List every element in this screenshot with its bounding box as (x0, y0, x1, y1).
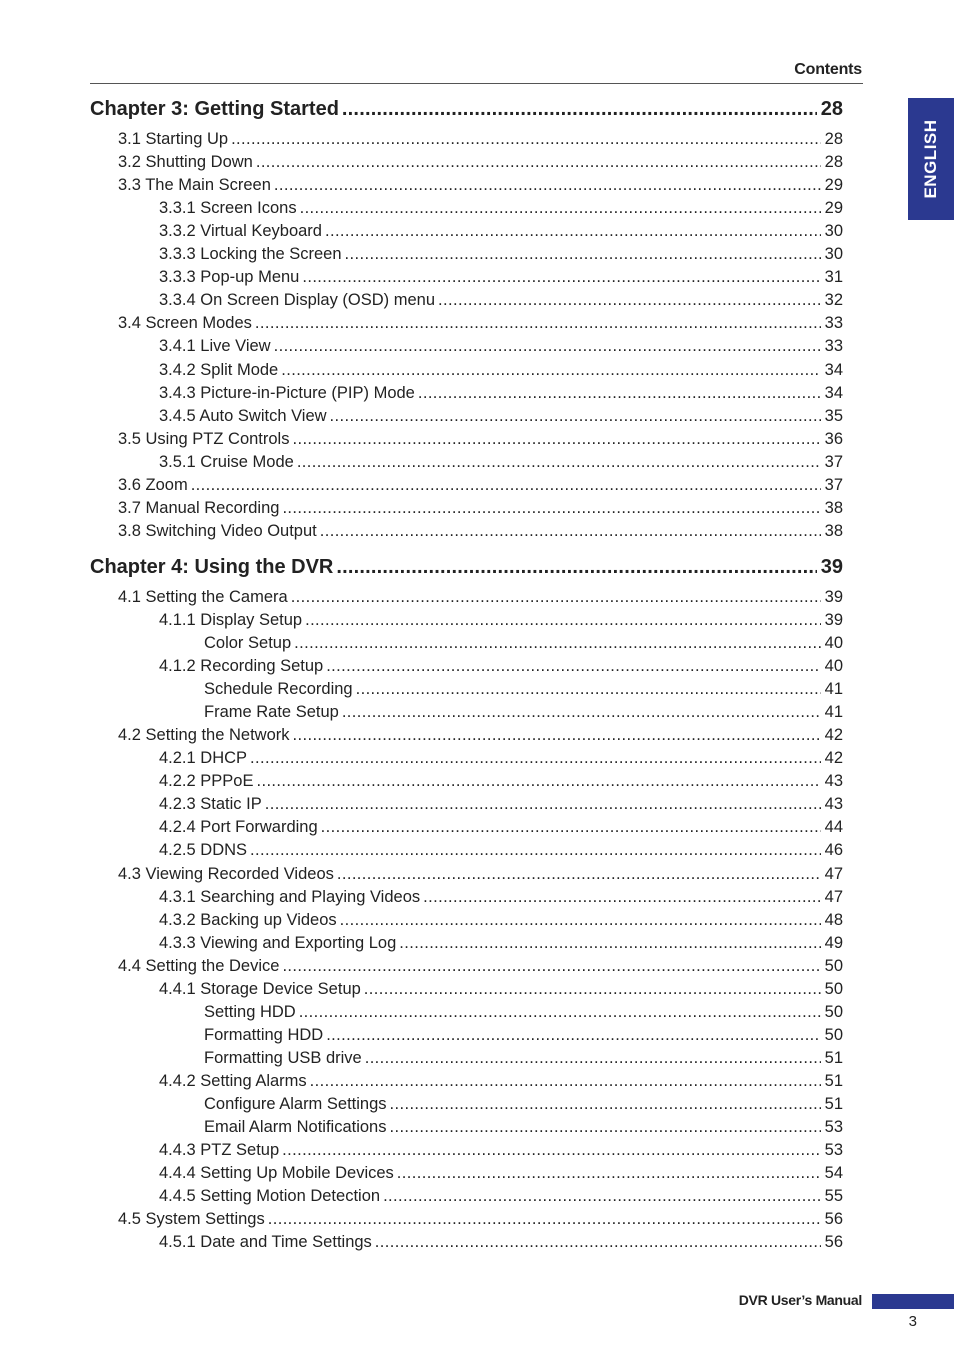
toc-entry-page: 55 (824, 1187, 843, 1206)
toc-entry[interactable] (118, 724, 843, 747)
toc-entry[interactable] (204, 678, 843, 701)
toc-entry-page: 51 (824, 1048, 843, 1067)
dot-leader (282, 1139, 820, 1162)
dot-leader (265, 793, 821, 816)
toc-entry[interactable] (118, 312, 843, 335)
toc-entry[interactable] (159, 266, 843, 289)
toc-entry-title: 3.4.5 Auto Switch View (159, 406, 327, 425)
toc-entry[interactable] (118, 520, 843, 543)
toc-entry-title: Configure Alarm Settings (204, 1095, 387, 1113)
toc-entry-page: 37 (824, 452, 843, 471)
toc-entry[interactable] (159, 932, 843, 955)
toc-entry[interactable] (204, 1047, 843, 1070)
dot-leader (336, 553, 816, 581)
dot-leader (292, 428, 820, 451)
toc-entry-title: 4.2.1 DHCP (159, 749, 248, 768)
dot-leader (305, 609, 821, 632)
toc-entry-title: 3.3.1 Screen Icons (159, 199, 297, 218)
toc-entry-page: 40 (824, 634, 843, 652)
toc-entry-title: 3.3.3 Locking the Screen (159, 245, 342, 264)
toc-entry-title: 3.3 The Main Screen (118, 176, 271, 195)
toc-entry-page: 49 (824, 933, 843, 952)
dot-leader (438, 289, 821, 312)
toc-entry[interactable] (204, 1116, 843, 1139)
toc-entry[interactable] (204, 1024, 843, 1047)
toc-entry-page: 46 (824, 841, 843, 860)
dot-leader (291, 586, 821, 609)
toc-entry-title: Frame Rate Setup (204, 703, 339, 722)
toc-entry-page: 37 (824, 475, 843, 494)
toc-entry-title: 3.3.3 Pop-up Menu (159, 268, 300, 287)
toc-entry-title: 4.1 Setting the Camera (118, 587, 288, 606)
toc-entry-page: 34 (824, 383, 843, 402)
toc-entry[interactable] (159, 747, 843, 770)
dot-leader (340, 909, 821, 932)
toc-entry-page: 44 (824, 818, 843, 837)
dot-leader (302, 266, 820, 289)
toc-entry-title: 4.4 Setting the Device (118, 956, 280, 975)
toc-entry-title: Setting HDD (204, 1002, 296, 1021)
toc-entry[interactable] (118, 428, 843, 451)
dot-leader (390, 1093, 821, 1116)
toc-entry-page: 28 (824, 153, 843, 172)
toc-entry-title: 4.2.2 PPPoE (159, 772, 254, 791)
dot-leader (364, 978, 821, 1001)
toc-entry-title: Formatting USB drive (204, 1048, 362, 1067)
toc-entry[interactable] (159, 886, 843, 909)
dot-leader (337, 863, 821, 886)
toc-entry-page: 28 (824, 130, 843, 148)
dot-leader (256, 770, 820, 793)
toc-entry-page: 39 (824, 587, 843, 606)
toc-entry[interactable] (159, 220, 843, 243)
toc-entry[interactable] (159, 359, 843, 382)
toc-entry-page: 30 (824, 245, 843, 264)
toc-entry-title: 3.4.1 Live View (159, 337, 271, 356)
dot-leader (274, 174, 821, 197)
toc-entry[interactable] (118, 1208, 843, 1231)
toc-entry-title: 3.8 Switching Video Output (118, 521, 317, 540)
toc-entry[interactable] (204, 1001, 843, 1024)
toc-entry-title: 4.4.1 Storage Device Setup (159, 979, 361, 998)
toc-entry-page: 50 (824, 956, 843, 975)
dot-leader (282, 497, 820, 520)
dot-leader (297, 451, 821, 474)
toc-entry[interactable] (159, 793, 843, 816)
toc-entry-title: 3.7 Manual Recording (118, 498, 280, 517)
toc-entry-page: 39 (824, 610, 843, 629)
page-number: 3 (908, 1313, 917, 1330)
toc-entry-title: 4.3.1 Searching and Playing Videos (159, 887, 421, 906)
toc-chapter-heading[interactable] (90, 553, 843, 581)
toc-entry-title: 4.3.3 Viewing and Exporting Log (159, 933, 397, 952)
toc-entry-title: 3.3.2 Virtual Keyboard (159, 222, 322, 241)
toc-entry-title: 4.5.1 Date and Time Settings (159, 1233, 372, 1252)
toc-entry-page: 42 (824, 749, 843, 768)
toc-entry[interactable] (159, 839, 843, 862)
toc-entry[interactable] (118, 174, 843, 197)
toc-entry-title: 4.3 Viewing Recorded Videos (118, 864, 334, 883)
toc-entry-title: Chapter 3: Getting Started (90, 98, 339, 120)
toc-entry-page: 41 (824, 680, 843, 699)
dot-leader (310, 1070, 821, 1093)
toc-entry-page: 43 (824, 772, 843, 791)
toc-entry-page: 40 (824, 657, 843, 676)
dot-leader (326, 655, 820, 678)
toc-entry[interactable] (159, 609, 843, 632)
dot-leader (255, 312, 821, 335)
dot-leader (342, 95, 817, 123)
toc-entry-page: 51 (824, 1071, 843, 1090)
dot-leader (268, 1208, 821, 1231)
toc-entry-page: 41 (824, 703, 843, 722)
toc-entry-title: 4.1.1 Display Setup (159, 610, 303, 629)
dot-leader (397, 1162, 821, 1185)
toc-entry[interactable] (159, 405, 843, 428)
toc-entry-page: 50 (824, 1002, 843, 1021)
toc-entry-page: 34 (824, 360, 843, 379)
dot-leader (423, 886, 821, 909)
dot-leader (320, 520, 821, 543)
dot-leader (375, 1231, 821, 1254)
dot-leader (256, 151, 821, 174)
toc-entry[interactable] (159, 655, 843, 678)
dot-leader (345, 243, 821, 266)
dot-leader (281, 359, 820, 382)
toc-entry[interactable] (204, 632, 843, 655)
toc-entry-title: 4.4.3 PTZ Setup (159, 1141, 280, 1160)
toc-entry[interactable] (159, 816, 843, 839)
toc-entry-title: 4.3.2 Backing up Videos (159, 910, 337, 929)
dot-leader (389, 1116, 820, 1139)
toc-entry-page: 39 (820, 555, 843, 578)
dot-leader (191, 474, 821, 497)
dot-leader (282, 955, 820, 978)
dot-leader (399, 932, 820, 955)
toc-entry-page: 32 (824, 291, 843, 310)
dot-leader (326, 1024, 820, 1047)
toc-entry-page: 33 (824, 314, 843, 333)
toc-entry-page: 53 (824, 1141, 843, 1160)
toc-entry-title: Chapter 4: Using the DVR (90, 555, 334, 578)
toc-entry[interactable] (118, 151, 843, 174)
dot-leader (418, 382, 821, 405)
toc-entry-page: 33 (824, 337, 843, 356)
toc-entry-page: 48 (824, 910, 843, 929)
toc-entry[interactable] (204, 701, 843, 724)
toc-entry-title: 4.4.2 Setting Alarms (159, 1071, 307, 1090)
footer-manual-title: DVR User’s Manual (738, 1292, 862, 1308)
toc-entry-page: 35 (824, 406, 843, 425)
toc-entry[interactable] (159, 978, 843, 1001)
toc-entry-title: 4.4.5 Setting Motion Detection (159, 1187, 381, 1206)
dot-leader (299, 1001, 821, 1024)
toc-entry-page: 29 (824, 199, 843, 218)
page-header-title: Contents (794, 61, 862, 78)
toc-entry[interactable] (159, 1139, 843, 1162)
toc-entry[interactable] (159, 1162, 843, 1185)
toc-entry-page: 30 (824, 222, 843, 241)
toc-entry[interactable] (159, 382, 843, 405)
toc-entry[interactable] (159, 909, 843, 932)
toc-entry[interactable] (159, 1185, 843, 1208)
toc-entry-page: 53 (824, 1118, 843, 1137)
toc-entry[interactable] (204, 1093, 843, 1116)
toc-entry[interactable] (159, 1231, 843, 1254)
dot-leader (321, 816, 821, 839)
footer-accent-bar (872, 1294, 954, 1309)
dot-leader (250, 839, 821, 862)
dot-leader (365, 1047, 821, 1070)
dot-leader (383, 1185, 821, 1208)
dot-leader (356, 678, 821, 701)
toc-entry-page: 38 (824, 498, 843, 517)
toc-entry[interactable] (159, 197, 843, 220)
toc-entry-title: 3.4.2 Split Mode (159, 360, 279, 379)
toc-entry[interactable] (118, 955, 843, 978)
toc-entry-page: 50 (824, 1025, 843, 1044)
toc-entry-title: Email Alarm Notifications (204, 1118, 387, 1137)
toc-entry-title: 3.5 Using PTZ Controls (118, 429, 290, 448)
toc-entry[interactable] (118, 474, 843, 497)
toc-entry-title: 3.5.1 Cruise Mode (159, 452, 294, 471)
toc-entry-title: Formatting HDD (204, 1025, 324, 1044)
toc-entry-title: 3.3.4 On Screen Display (OSD) menu (159, 291, 436, 310)
toc-entry[interactable] (118, 863, 843, 886)
toc-entry-page: 42 (824, 726, 843, 745)
toc-entry-page: 36 (824, 429, 843, 448)
toc-entry[interactable] (159, 770, 843, 793)
dot-leader (342, 701, 821, 724)
toc-entry-title: 4.4.4 Setting Up Mobile Devices (159, 1164, 394, 1183)
dot-leader (325, 220, 821, 243)
language-tab-label: ENGLISH (921, 119, 940, 199)
toc-entry-title: 4.5 System Settings (118, 1210, 265, 1229)
dot-leader (274, 335, 821, 358)
toc-entry-page: 51 (824, 1095, 843, 1113)
toc-entry-page: 47 (824, 864, 843, 883)
toc-entry[interactable] (118, 128, 843, 151)
toc-entry-page: 50 (824, 979, 843, 998)
toc-entry-title: 3.6 Zoom (118, 475, 188, 494)
toc-entry-title: 4.2.4 Port Forwarding (159, 818, 318, 837)
toc-entry-title: 3.4 Screen Modes (118, 314, 252, 333)
toc-entry-page: 29 (824, 176, 843, 195)
toc-chapter-heading[interactable] (90, 95, 843, 123)
toc-entry[interactable] (118, 586, 843, 609)
toc-entry-page: 43 (824, 795, 843, 814)
dot-leader (300, 197, 821, 220)
toc-entry[interactable] (159, 1070, 843, 1093)
toc-entry[interactable] (159, 243, 843, 266)
toc-entry-page: 54 (824, 1164, 843, 1183)
toc-entry[interactable] (159, 451, 843, 474)
dot-leader (250, 747, 821, 770)
toc-entry[interactable] (159, 289, 843, 312)
toc-entry-title: Schedule Recording (204, 680, 353, 699)
toc-entry-title: 4.2.5 DDNS (159, 841, 248, 860)
toc-entry-page: 56 (824, 1210, 843, 1229)
toc-entry-page: 38 (824, 521, 843, 540)
toc-entry[interactable] (118, 497, 843, 520)
toc-entry-title: 4.1.2 Recording Setup (159, 657, 324, 676)
toc-entry-title: 3.1 Starting Up (118, 130, 229, 148)
dot-leader (293, 724, 821, 747)
toc-entry-title: 3.4.3 Picture-in-Picture (PIP) Mode (159, 383, 415, 402)
toc-entry-title: Color Setup (204, 634, 292, 652)
toc-entry-page: 28 (820, 98, 843, 120)
toc-entry-page: 31 (824, 268, 843, 287)
toc-entry-title: 4.2 Setting the Network (118, 726, 290, 745)
dot-leader (294, 632, 821, 655)
toc-entry[interactable] (159, 335, 843, 358)
toc-entry-title: 4.2.3 Static IP (159, 795, 262, 814)
toc-entry-title: 3.2 Shutting Down (118, 153, 253, 172)
dot-leader (330, 405, 821, 428)
toc-entry-page: 47 (824, 887, 843, 906)
toc-entry-page: 56 (824, 1233, 843, 1252)
dot-leader (231, 128, 821, 151)
